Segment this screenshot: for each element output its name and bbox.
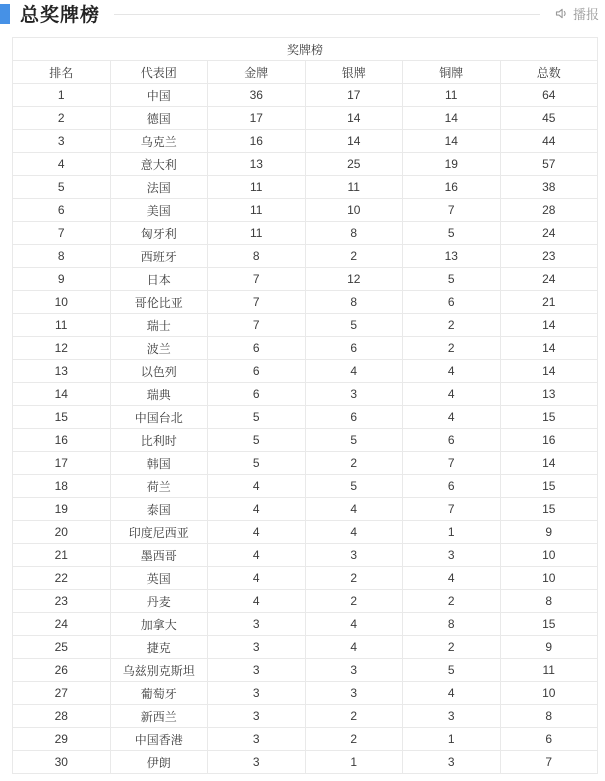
table-cell: 丹麦 (110, 590, 208, 613)
table-cell: 28 (13, 705, 111, 728)
table-cell: 6 (208, 337, 306, 360)
medal-table (12, 37, 598, 774)
table-cell: 2 (403, 314, 501, 337)
table-row (13, 222, 598, 245)
table-cell: 14 (403, 130, 501, 153)
table-cell: 13 (13, 360, 111, 383)
table-cell: 6 (403, 429, 501, 452)
table-cell: 15 (13, 406, 111, 429)
table-cell: 16 (500, 429, 598, 452)
table-cell: 36 (208, 84, 306, 107)
table-cell: 14 (305, 130, 403, 153)
table-cell: 瑞典 (110, 383, 208, 406)
table-cell: 10 (305, 199, 403, 222)
table-cell: 8 (208, 245, 306, 268)
table-cell: 6 (13, 199, 111, 222)
table-cell: 11 (208, 199, 306, 222)
table-cell: 19 (403, 153, 501, 176)
table-cell: 3 (208, 636, 306, 659)
table-cell: 匈牙利 (110, 222, 208, 245)
table-cell: 13 (500, 383, 598, 406)
column-header-rank: 排名 (13, 61, 111, 84)
table-row (13, 314, 598, 337)
table-row (13, 406, 598, 429)
table-cell: 比利时 (110, 429, 208, 452)
table-cell: 墨西哥 (110, 544, 208, 567)
table-cell: 13 (208, 153, 306, 176)
table-cell: 意大利 (110, 153, 208, 176)
table-cell: 3 (208, 613, 306, 636)
table-cell: 14 (305, 107, 403, 130)
table-cell: 2 (403, 337, 501, 360)
column-header-bronze: 铜牌 (403, 61, 501, 84)
table-cell: 26 (13, 659, 111, 682)
table-cell: 12 (305, 268, 403, 291)
table-cell: 1 (403, 728, 501, 751)
table-row (13, 291, 598, 314)
table-cell: 4 (305, 636, 403, 659)
table-cell: 23 (500, 245, 598, 268)
table-cell: 25 (13, 636, 111, 659)
table-cell: 45 (500, 107, 598, 130)
table-cell: 25 (305, 153, 403, 176)
page-title: 总奖牌榜 (20, 4, 101, 26)
table-cell: 24 (500, 222, 598, 245)
table-cell: 15 (500, 406, 598, 429)
table-cell: 38 (500, 176, 598, 199)
table-cell: 中国台北 (110, 406, 208, 429)
table-cell: 6 (403, 475, 501, 498)
table-cell: 10 (13, 291, 111, 314)
medal-table-body (13, 38, 598, 774)
table-row (13, 199, 598, 222)
table-cell: 8 (305, 222, 403, 245)
table-cell: 5 (208, 429, 306, 452)
table-row (13, 107, 598, 130)
table-cell: 24 (500, 268, 598, 291)
table-cell: 7 (13, 222, 111, 245)
table-cell: 13 (403, 245, 501, 268)
table-cell: 4 (208, 521, 306, 544)
table-cell: 12 (13, 337, 111, 360)
table-cell: 11 (208, 222, 306, 245)
table-row (13, 153, 598, 176)
table-cell: 1 (13, 84, 111, 107)
table-cell: 14 (13, 383, 111, 406)
table-cell: 4 (403, 360, 501, 383)
table-cell: 10 (500, 544, 598, 567)
table-cell: 3 (305, 383, 403, 406)
table-cell: 11 (500, 659, 598, 682)
table-cell: 14 (500, 314, 598, 337)
column-header-gold: 金牌 (208, 61, 306, 84)
table-cell: 64 (500, 84, 598, 107)
table-cell: 30 (13, 751, 111, 774)
table-cell: 2 (305, 705, 403, 728)
table-cell: 6 (500, 728, 598, 751)
table-cell: 44 (500, 130, 598, 153)
table-cell: 波兰 (110, 337, 208, 360)
table-cell: 17 (208, 107, 306, 130)
table-cell: 5 (305, 314, 403, 337)
table-cell: 捷克 (110, 636, 208, 659)
table-cell: 7 (403, 199, 501, 222)
table-cell: 6 (305, 406, 403, 429)
table-cell: 21 (500, 291, 598, 314)
table-cell: 8 (500, 590, 598, 613)
table-row (13, 544, 598, 567)
table-cell: 泰国 (110, 498, 208, 521)
table-cell: 8 (403, 613, 501, 636)
table-cell: 8 (500, 705, 598, 728)
table-cell: 伊朗 (110, 751, 208, 774)
page-header (0, 0, 605, 26)
table-cell: 4 (403, 383, 501, 406)
table-row (13, 659, 598, 682)
table-cell: 3 (208, 705, 306, 728)
table-cell: 中国香港 (110, 728, 208, 751)
table-row (13, 452, 598, 475)
table-cell: 2 (403, 636, 501, 659)
table-cell: 哥伦比亚 (110, 291, 208, 314)
table-cell: 11 (305, 176, 403, 199)
table-cell: 韩国 (110, 452, 208, 475)
table-cell: 7 (403, 452, 501, 475)
table-cell: 29 (13, 728, 111, 751)
broadcast-label: 播报 (572, 6, 599, 22)
table-cell: 23 (13, 590, 111, 613)
table-cell: 9 (13, 268, 111, 291)
table-row (13, 590, 598, 613)
table-cell: 14 (500, 360, 598, 383)
table-cell: 3 (305, 659, 403, 682)
medal-table-container (12, 37, 598, 774)
table-cell: 8 (305, 291, 403, 314)
table-cell: 4 (13, 153, 111, 176)
table-cell: 5 (305, 429, 403, 452)
table-cell: 18 (13, 475, 111, 498)
table-cell: 6 (208, 383, 306, 406)
table-cell: 16 (13, 429, 111, 452)
table-cell: 5 (403, 268, 501, 291)
table-row (13, 429, 598, 452)
table-row (13, 705, 598, 728)
table-cell: 3 (13, 130, 111, 153)
table-cell: 11 (403, 84, 501, 107)
table-cell: 11 (208, 176, 306, 199)
table-row (13, 613, 598, 636)
column-header-silver: 银牌 (305, 61, 403, 84)
table-row (13, 728, 598, 751)
table-cell: 3 (305, 682, 403, 705)
table-cell: 15 (500, 613, 598, 636)
table-cell: 乌兹别克斯坦 (110, 659, 208, 682)
table-cell: 2 (13, 107, 111, 130)
table-cell: 英国 (110, 567, 208, 590)
table-row (13, 130, 598, 153)
table-cell: 15 (500, 475, 598, 498)
table-row (13, 636, 598, 659)
table-row (13, 521, 598, 544)
table-cell: 印度尼西亚 (110, 521, 208, 544)
table-cell: 4 (208, 590, 306, 613)
table-cell: 17 (305, 84, 403, 107)
table-cell: 荷兰 (110, 475, 208, 498)
table-cell: 4 (403, 567, 501, 590)
table-cell: 法国 (110, 176, 208, 199)
table-cell: 5 (305, 475, 403, 498)
table-cell: 14 (500, 452, 598, 475)
table-cell: 9 (500, 636, 598, 659)
table-cell: 5 (13, 176, 111, 199)
table-cell: 1 (403, 521, 501, 544)
table-cell: 2 (305, 452, 403, 475)
table-cell: 加拿大 (110, 613, 208, 636)
table-cell: 8 (13, 245, 111, 268)
table-cell: 德国 (110, 107, 208, 130)
table-cell: 4 (403, 682, 501, 705)
table-cell: 17 (13, 452, 111, 475)
table-cell: 乌克兰 (110, 130, 208, 153)
table-row (13, 475, 598, 498)
table-cell: 4 (208, 498, 306, 521)
speaker-icon (554, 6, 573, 21)
table-row (13, 337, 598, 360)
table-cell: 4 (403, 406, 501, 429)
title-accent-bar (0, 4, 10, 24)
table-cell: 5 (403, 222, 501, 245)
table-cell: 3 (208, 659, 306, 682)
table-cell: 27 (13, 682, 111, 705)
table-cell: 葡萄牙 (110, 682, 208, 705)
table-cell: 7 (403, 498, 501, 521)
table-cell: 22 (13, 567, 111, 590)
table-cell: 15 (500, 498, 598, 521)
table-cell: 5 (208, 452, 306, 475)
table-cell: 16 (208, 130, 306, 153)
table-cell: 4 (208, 475, 306, 498)
table-cell: 西班牙 (110, 245, 208, 268)
table-cell: 日本 (110, 268, 208, 291)
table-cell: 5 (208, 406, 306, 429)
table-caption: 奖牌榜 (13, 38, 598, 61)
table-row (13, 682, 598, 705)
table-cell: 6 (403, 291, 501, 314)
table-cell: 美国 (110, 199, 208, 222)
column-header-total: 总数 (500, 61, 598, 84)
table-cell: 2 (305, 590, 403, 613)
table-cell: 4 (208, 567, 306, 590)
table-row (13, 176, 598, 199)
table-cell: 14 (500, 337, 598, 360)
table-cell: 4 (305, 613, 403, 636)
table-cell: 5 (403, 659, 501, 682)
table-cell: 3 (208, 682, 306, 705)
table-cell: 3 (208, 751, 306, 774)
table-cell: 21 (13, 544, 111, 567)
table-cell: 2 (403, 590, 501, 613)
table-cell: 28 (500, 199, 598, 222)
table-row (13, 245, 598, 268)
table-cell: 6 (208, 360, 306, 383)
table-cell: 16 (403, 176, 501, 199)
table-row (13, 751, 598, 774)
table-cell: 2 (305, 728, 403, 751)
table-cell: 14 (403, 107, 501, 130)
table-cell: 9 (500, 521, 598, 544)
table-cell: 7 (208, 268, 306, 291)
broadcast-button[interactable] (554, 4, 599, 23)
table-cell: 3 (403, 705, 501, 728)
table-cell: 2 (305, 245, 403, 268)
table-cell: 瑞士 (110, 314, 208, 337)
table-cell: 7 (208, 291, 306, 314)
table-cell: 1 (305, 751, 403, 774)
table-cell: 11 (13, 314, 111, 337)
table-row (13, 498, 598, 521)
table-cell: 3 (305, 544, 403, 567)
table-cell: 新西兰 (110, 705, 208, 728)
table-cell: 57 (500, 153, 598, 176)
table-cell: 中国 (110, 84, 208, 107)
table-cell: 3 (403, 544, 501, 567)
table-cell: 4 (305, 360, 403, 383)
table-cell: 10 (500, 682, 598, 705)
table-cell: 3 (403, 751, 501, 774)
table-cell: 2 (305, 567, 403, 590)
table-cell: 4 (208, 544, 306, 567)
table-cell: 4 (305, 498, 403, 521)
table-cell: 7 (208, 314, 306, 337)
table-row (13, 360, 598, 383)
table-cell: 4 (305, 521, 403, 544)
table-row (13, 567, 598, 590)
table-cell: 以色列 (110, 360, 208, 383)
table-cell: 24 (13, 613, 111, 636)
table-cell: 19 (13, 498, 111, 521)
table-cell: 6 (305, 337, 403, 360)
table-row (13, 383, 598, 406)
table-cell: 3 (208, 728, 306, 751)
column-header-delegation: 代表团 (110, 61, 208, 84)
table-row (13, 84, 598, 107)
table-cell: 20 (13, 521, 111, 544)
table-cell: 7 (500, 751, 598, 774)
header-divider (114, 14, 540, 15)
table-caption-row (13, 38, 598, 61)
table-header-row (13, 61, 598, 84)
table-cell: 10 (500, 567, 598, 590)
table-row (13, 268, 598, 291)
